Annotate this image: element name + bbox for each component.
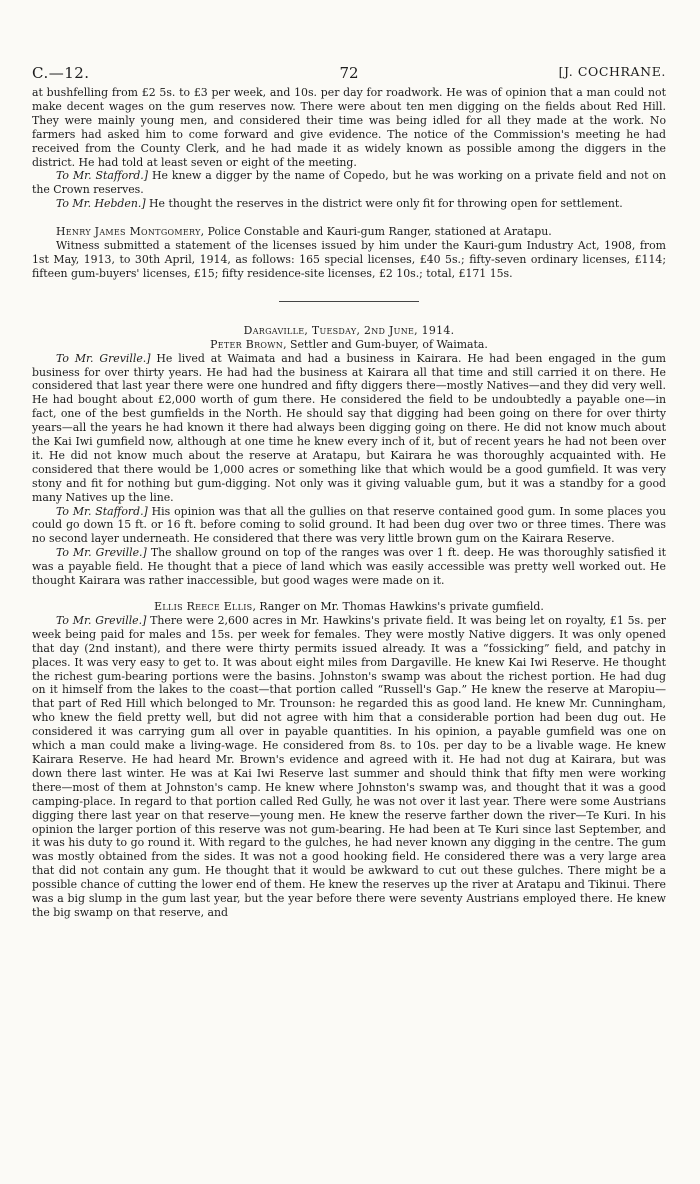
answer-text: He lived at Waimata and had a business in Kairara. He had been engaged in the gum business for over thirty years. He had had the business at Kairara all that time and still carried it on there. He considered that last year there were one hundred and fifty diggers there—mostly Natives—and they did very well. He had bought about £2,000 worth of gum there. He considered the field to be undoubtedly a payable one—in fact, one of the best gumfields in the North. He should say that digging had been going on there for over thirty years—all the years he had known it there had always been digging going on there. He did not know much about the Kai Iwi gumfield now, although at one time he knew every inch of it, but of recent years he had not been over it. He did not know much about the reserve at Aratapu, but Kairara he was thoroughly acquainted with. He considered that there would be 1,000 acres or something like that which would be a good gumfield. It was very stony and fit for nothing but gum-digging. Not only was it giving valuable gum, but it was a standby for a good many Natives up the line. bbox=[32, 351, 666, 504]
questioner-label: To Mr. Greville.] bbox=[56, 613, 147, 627]
answer-text: The shallow ground on top of the ranges was over 1 ft. deep. He was thoroughly satisfied it was a payable field. He thought that a piece of land which was easily accessible was pretty well worked out. He thought Kairara was rather inaccessible, but good wages were made on it. bbox=[32, 546, 666, 588]
answer-text: There were 2,600 acres in Mr. Hawkins's private field. It was being let on royalty, £1 5s. per week being paid for males and 15s. per week for females. They were mostly Native diggers. It was only opened that day (2nd instant), and there were thirty permits issued already. It was a “fossicking” field, and patchy in places. It was very easy to get to. It was about eight miles from Dargaville. He knew Kai Iwi Reserve. He thought the richest gum-bearing portions were the basins. Johnston's swamp was about the richest portion. He had dug on it himself from the lakes to the coast—that portion called “Russell's Gap.” He knew the reserve at Maropiu—that part of Red Hill which belonged to Mr. Trounson: he regarded this as good land. He knew Mr. Cunningham, who knew the field pretty well, but did not agree with him that a considerable portion had been dug out. He considered it was carrying gum all over in payable quantities. In his opinion, a payable gumfield was one on which a man could make a living-wage. He considered from 8s. to 10s. per day to be a livable wage. He knew Kairara Reserve. He had heard Mr. Brown's evidence and agreed with it. He had not dug at Kairara, but was down there last winter. He was at Kai Iwi Reserve last summer and should think that fifty men were working there—most of them at Johnston's camp. He knew where Johnston's swamp was, and thought that it was a good camping-place. In regard to that portion called Red Gully, he was not over it last year. There were some Austrians digging there last year on that reserve—young men. He knew the reserve farther down the river—Te Kuri. In his opinion the larger portion of this reserve was not gum-bearing. He had been at Te Kuri since last September, and it was his duty to go round it. With regard to the gulches, he had never known any digging in the centre. The gum was mostly obtained from the sides. It was not a good hooking field. He considered there was a very large area that did not contain any gum. He thought that it would be awkward to cut out these gulches. There might be a possible chance of cutting the lower end of them. He knew the reserves up the river at Aratapu and Tikinui. There was a big slump in the gum last year, but the year before there were seventy Austrians employed there. He knew the big swamp on that reserve, and bbox=[32, 613, 666, 919]
questioner-label: To Mr. Hebden.] bbox=[56, 197, 146, 211]
witness-role: , Ranger on Mr. Thomas Hawkins's private gumfield. bbox=[252, 600, 544, 613]
montgomery-paragraph: Witness submitted a statement of the licenses issued by him under the Kauri-gum Industry Act, 1908, from 1st May, 1913, to 30th April, 1914, as follows: 165 special licenses, £40 5s.; fifty-seven ordinary licenses, £114; fifteen gum-buyers' licenses, £15; fifty residence-site licenses, £2 10s.; total, £171 15s. bbox=[32, 239, 666, 280]
cochrane-stafford-paragraph bbox=[32, 169, 666, 197]
witness-name: Ellis Reece Ellis bbox=[154, 600, 253, 613]
witness-name: Henry James Montgomery bbox=[56, 225, 201, 239]
header-witness: [J. COCHRANE. bbox=[558, 64, 666, 79]
header-reference: C.—12. bbox=[32, 64, 90, 82]
witness-role: , Settler and Gum-buyer, of Waimata. bbox=[283, 337, 488, 351]
cochrane-continued-paragraph: at bushfelling from £2 5s. to £3 per week, and 10s. per day for roadwork. He was of opinion that a man could not make decent wages on the gum reserves now. There were about ten men digging on the fields about Red Hill. They were mainly young men, and considered their time was being idled for all they made at the work. No farmers had asked him to come forward and give evidence. The notice of the Commission's meeting he had received from the County Clerk, and he had made it as widely known as possible among the diggers in the district. He had told at least seven or eight of the meeting. bbox=[32, 86, 666, 169]
answer-text: His opinion was that all the gullies on that reserve contained good gum. In some places you could go down 15 ft. or 16 ft. before coming to solid ground. It had been dug over two or three times. There was no second layer underneath. He considered that there was very little brown gum on the Kairara Reserve. bbox=[32, 504, 666, 546]
page-body bbox=[32, 86, 666, 920]
cochrane-hebden-paragraph bbox=[32, 197, 666, 211]
questioner-label: To Mr. Stafford.] bbox=[56, 504, 148, 518]
answer-text: He thought the reserves in the district were only fit for throwing open for settlement. bbox=[145, 197, 623, 211]
questioner-label: To Mr. Stafford.] bbox=[56, 169, 149, 183]
witness-heading-brown bbox=[32, 338, 666, 352]
page-number: 72 bbox=[339, 64, 359, 82]
page-header bbox=[32, 44, 666, 82]
witness-name: Peter Brown bbox=[210, 337, 284, 351]
brown-stafford-paragraph bbox=[32, 505, 666, 547]
dateline: Dargaville, Tuesday, 2nd June, 1914. bbox=[243, 323, 455, 337]
witness-role: , Police Constable and Kauri-gum Ranger, stationed at Aratapu. bbox=[200, 225, 552, 239]
brown-greville-paragraph bbox=[32, 352, 666, 505]
ellis-greville-paragraph bbox=[32, 614, 666, 920]
section-divider bbox=[279, 301, 419, 302]
answer-text: He knew a digger by the name of Copedo, but he was working on a private field and not on the Crown reserves. bbox=[32, 169, 666, 197]
witness-heading-ellis bbox=[32, 600, 666, 614]
brown-greville-paragraph-2 bbox=[32, 546, 666, 588]
questioner-label: To Mr. Greville.] bbox=[56, 351, 151, 365]
questioner-label: To Mr. Greville.] bbox=[56, 546, 147, 560]
witness-heading-montgomery bbox=[32, 225, 666, 239]
